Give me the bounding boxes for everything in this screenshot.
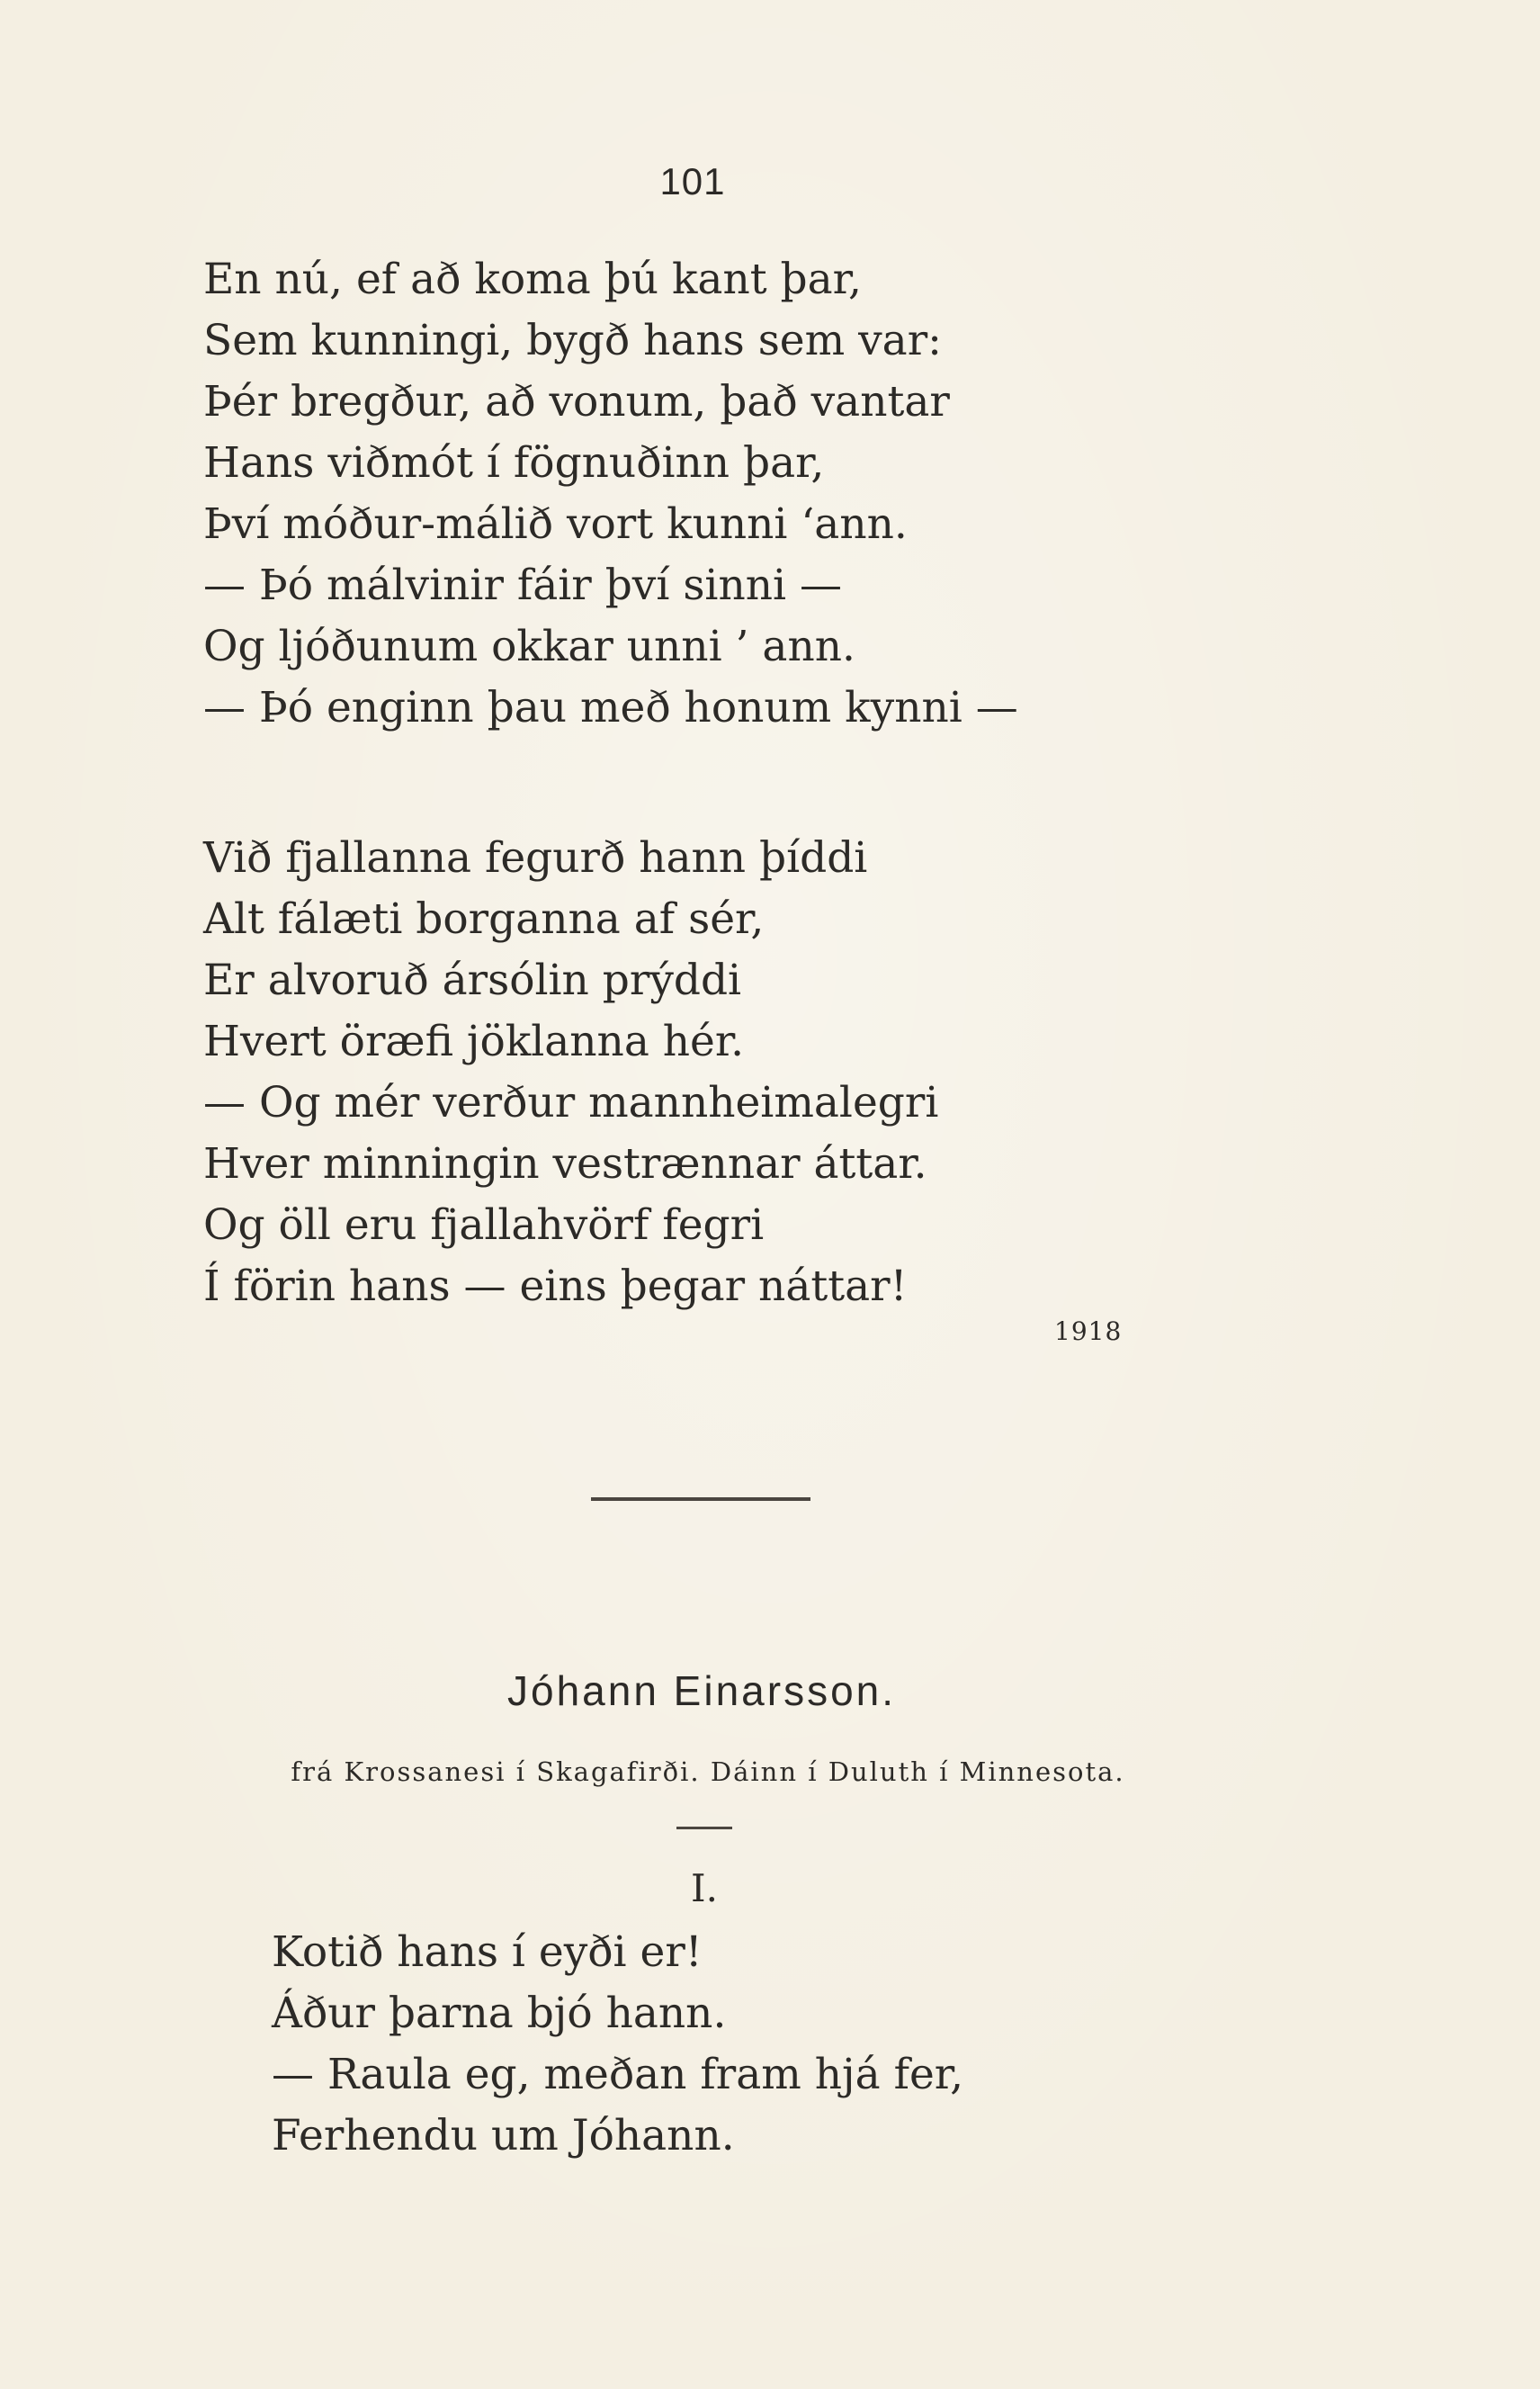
poem-heading: Jóhann Einarsson. — [506, 1667, 897, 1714]
poem-line: Alt fálæti borganna af sér, — [203, 894, 765, 944]
poem-stanza — [203, 249, 1018, 739]
poem-line: Við fjallanna fegurð hann þíddi — [203, 833, 868, 883]
poem-line: Sem kunningi, bygð hans sem var: — [203, 316, 943, 365]
poem-line: — Þó málvinir fáir því sinni — — [203, 561, 842, 610]
page-number: 101 — [659, 160, 726, 202]
heading-divider — [676, 1827, 732, 1829]
poem-line: — Raula eg, meðan fram hjá fer, — [272, 2050, 964, 2099]
section-number: I. — [691, 1866, 718, 1910]
poem-line: Þér bregður, að vonum, það vantar — [203, 377, 950, 427]
poem-line: Ferhendu um Jóhann. — [272, 2111, 735, 2160]
poem-line: — Þó enginn þau með honum kynni — — [203, 683, 1018, 732]
poem-line: Og öll eru fjallahvörf fegri — [203, 1200, 765, 1250]
section-divider — [591, 1497, 810, 1501]
poem-line: Hver minningin vestrænnar áttar. — [203, 1139, 927, 1189]
poem-subheading: frá Krossanesi í Skagafirði. Dáinn í Duluth í Minnesota. — [291, 1756, 1125, 1787]
poem-line: Hvert öræfi jöklanna hér. — [203, 1017, 745, 1066]
poem-line: Því móður-málið vort kunni ‘ann. — [203, 499, 908, 549]
poem-line: Kotið hans í eyði er! — [272, 1927, 703, 1977]
poem-line: Hans viðmót í fögnuðinn þar, — [203, 438, 825, 488]
poem-line: Og ljóðunum okkar unni ’ ann. — [203, 622, 855, 671]
poem-line: Áður þarna bjó hann. — [272, 1989, 727, 2038]
poem-line: En nú, ef að koma þú kant þar, — [203, 255, 862, 304]
poem-year: 1918 — [1054, 1316, 1123, 1346]
poem-line: Er alvoruð ársólin prýddi — [203, 956, 742, 1005]
poem-line: — Og mér verður mannheimalegri — [203, 1078, 939, 1127]
poem-stanza — [203, 828, 938, 1317]
poem-line: Í förin hans — eins þegar náttar! — [203, 1262, 908, 1311]
poem-stanza — [272, 1922, 963, 2167]
